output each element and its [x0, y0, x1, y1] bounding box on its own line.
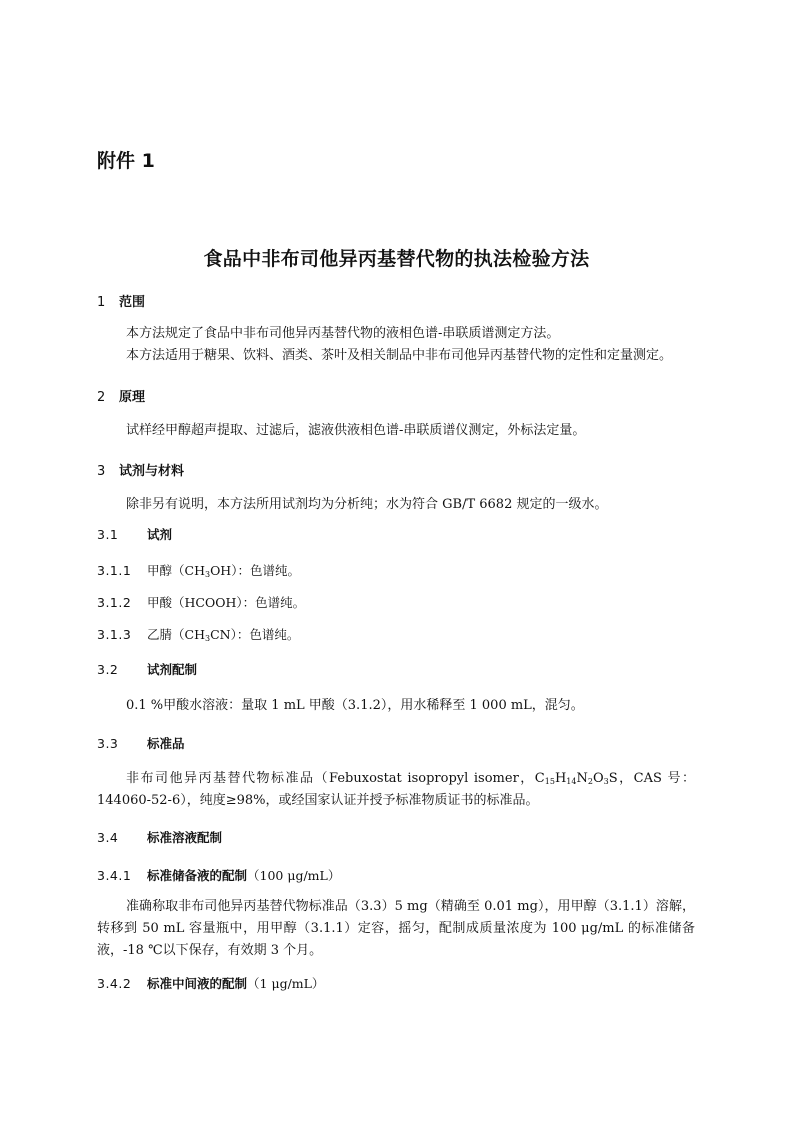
item-number: 3.1.2	[97, 595, 132, 610]
section-2-paragraph: 试样经甲醇超声提取、过滤后，滤液供液相色谱-串联质谱仪测定，外标法定量。	[126, 423, 586, 438]
item-text: 乙腈$(CH_3CN)$：色谱纯。	[147, 627, 300, 643]
subsection-label: 试剂配制	[147, 662, 198, 677]
subsection-3-4-heading	[97, 828, 222, 846]
subsection-concentration: （1 μg/mL）	[247, 976, 325, 991]
subsection-3-2-heading	[97, 660, 197, 678]
section-label: 范围	[119, 295, 146, 310]
item-3-1-3	[97, 625, 299, 643]
annex-label: 附件 1	[97, 150, 155, 172]
subsection-3-3-heading	[97, 734, 185, 752]
section-3-paragraph: 除非另有说明，本方法所用试剂均为分析纯；水为符合 GB/T 6682 规定的一级水。	[126, 497, 608, 512]
subsection-label: 标准储备液的配制	[147, 868, 248, 883]
section-number: 2	[97, 390, 106, 405]
subsection-number: 3.1	[97, 527, 119, 542]
subsection-label: 标准品	[147, 736, 185, 751]
subsection-number: 3.4.1	[97, 868, 132, 883]
item-3-1-1	[97, 561, 300, 579]
subsection-3-4-1-heading	[97, 866, 340, 884]
subsection-3-3-paragraph: 非布司他异丙基替代物标准品（Febuxostat isopropyl isomer，$C_{15}H_{14}N_2O_3S$，CAS 号：144060-52-6），纯度≥98%，或经国家认证并授予标准物质证书的标准品。	[97, 771, 695, 808]
subsection-3-4-1-paragraph: 准确称取非布司他异丙基替代物标准品（3.3）5 mg（精确至 0.01 mg），用甲醇（3.1.1）溶解，转移到 50 mL 容量瓶中，用甲醇（3.1.1）定容，摇匀，配制成质量浓度为 100 μg/mL 的标准储备液，-18 ℃以下保存，有效期 3 个月。	[97, 899, 695, 958]
subsection-number: 3.3	[97, 736, 119, 751]
subsection-number: 3.2	[97, 662, 119, 677]
document-title: 食品中非布司他异丙基替代物的执法检验方法	[203, 248, 590, 270]
subsection-label: 标准中间液的配制	[147, 976, 248, 991]
subsection-label: 试剂	[147, 527, 173, 542]
item-number: 3.1.3	[97, 627, 132, 642]
section-label: 试剂与材料	[119, 464, 185, 479]
section-1-paragraph-1: 本方法规定了食品中非布司他异丙基替代物的液相色谱-串联质谱测定方法。	[126, 326, 560, 341]
section-1-heading	[97, 291, 145, 310]
subsection-number: 3.4	[97, 830, 119, 845]
section-number: 1	[97, 295, 106, 310]
subsection-3-1-heading	[97, 525, 172, 543]
subsection-concentration: （100 μg/mL）	[247, 868, 341, 883]
section-3-heading	[97, 460, 184, 479]
section-number: 3	[97, 464, 106, 479]
subsection-3-4-2-heading	[97, 974, 324, 992]
subsection-label: 标准溶液配制	[147, 830, 223, 845]
item-text: 甲醇$(CH_3OH)$：色谱纯。	[147, 563, 300, 579]
subsection-3-2-paragraph: 0.1 %甲酸水溶液：量取 1 mL 甲酸（3.1.2），用水稀释至 1 000 mL，混匀。	[126, 698, 584, 713]
item-3-1-2	[97, 593, 305, 611]
item-number: 3.1.1	[97, 563, 132, 578]
section-label: 原理	[119, 390, 146, 405]
item-text: 甲酸（HCOOH）：色谱纯。	[147, 595, 306, 610]
section-2-heading	[97, 386, 145, 405]
section-1-paragraph-2: 本方法适用于糖果、饮料、酒类、茶叶及相关制品中非布司他异丙基替代物的定性和定量测定。	[126, 348, 673, 363]
subsection-number: 3.4.2	[97, 976, 132, 991]
